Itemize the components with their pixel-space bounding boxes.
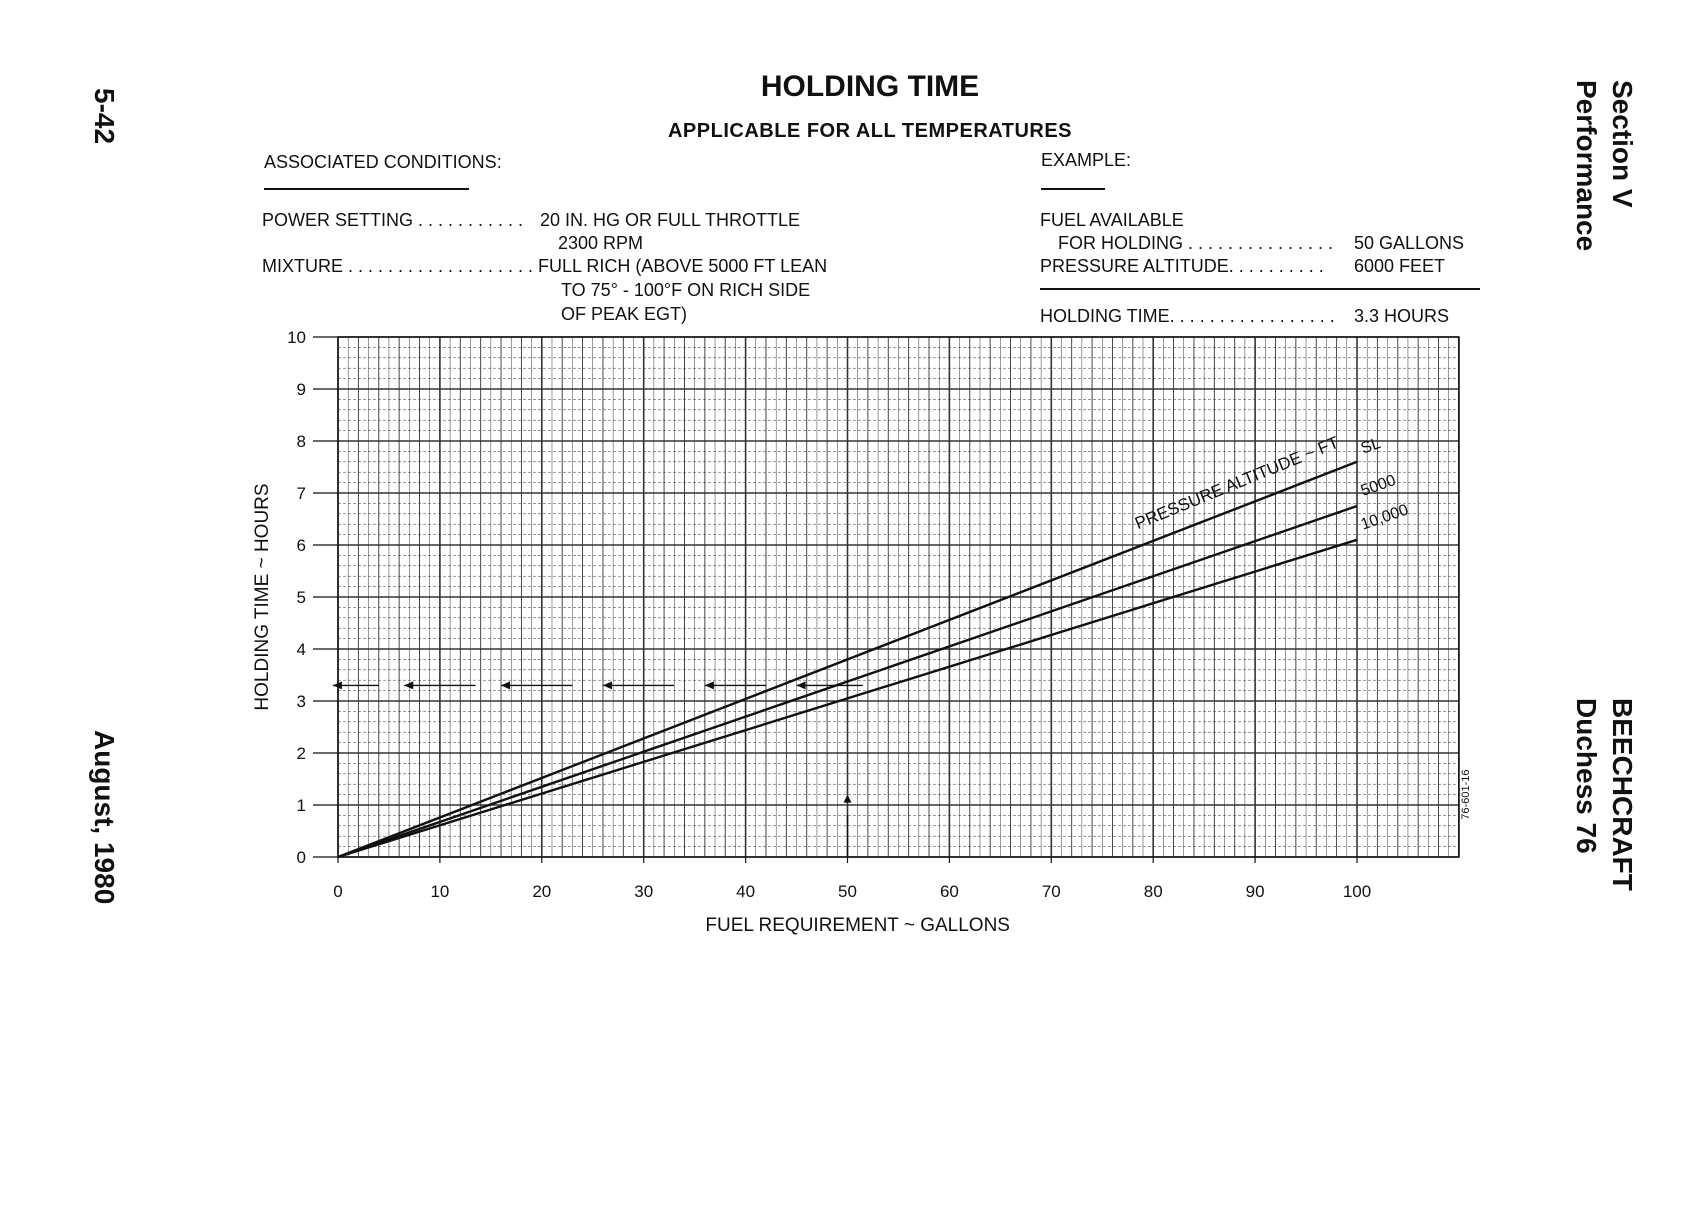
holding-time-value: 3.3 HOURS	[1354, 306, 1450, 326]
x-tick-label: 90	[1245, 882, 1265, 901]
y-tick-label: 4	[296, 640, 306, 659]
y-tick-label: 6	[296, 536, 306, 555]
series-label-3: 10,000	[1358, 501, 1411, 534]
y-tick-label: 8	[296, 432, 306, 451]
figure-id: 76-601-16	[1459, 769, 1472, 820]
example-vertical-arrowhead	[844, 795, 852, 803]
x-tick-label: 10	[430, 882, 450, 901]
example-horizontal-arrowhead	[603, 681, 612, 689]
series-label-2: 5000	[1358, 472, 1398, 500]
example-horizontal-arrowhead	[797, 681, 806, 689]
x-tick-label: 100	[1342, 882, 1372, 901]
x-axis-label: FUEL REQUIREMENT ~ GALLONS	[705, 915, 1010, 936]
y-tick-label: 2	[296, 744, 306, 763]
y-axis-label: HOLDING TIME ~ HOURS	[252, 483, 273, 711]
publication-date: August, 1980	[89, 730, 120, 905]
y-tick-label: 7	[296, 484, 306, 503]
power-setting-label: POWER SETTING . . . . . . . . . . .	[262, 210, 524, 230]
power-setting-rpm: 2300 RPM	[558, 233, 644, 253]
mixture-value-line3: OF PEAK EGT)	[561, 304, 688, 324]
pressure-altitude-label: PRESSURE ALTITUDE. . . . . . . . . .	[1040, 256, 1324, 276]
chart-title: HOLDING TIME	[760, 70, 980, 103]
x-tick-label: 50	[838, 882, 857, 901]
x-tick-label: 60	[939, 882, 959, 901]
x-tick-label: 20	[532, 882, 552, 901]
fuel-available-label: FUEL AVAILABLE	[1040, 210, 1184, 230]
chart-subtitle: APPLICABLE FOR ALL TEMPERATURES	[667, 120, 1073, 142]
x-axis	[333, 857, 1371, 901]
power-setting-value: 20 IN. HG OR FULL THROTTLE	[540, 210, 801, 230]
y-tick-label: 0	[296, 848, 306, 867]
aircraft-brand: BEECHCRAFT	[1607, 698, 1638, 891]
for-holding-label: FOR HOLDING . . . . . . . . . . . . . . .	[1058, 233, 1334, 253]
aircraft-model: Duchess 76	[1571, 698, 1602, 854]
example-horizontal-arrowhead	[705, 681, 714, 689]
page-number: 5-42	[89, 88, 120, 145]
section-title: Section V	[1607, 80, 1638, 208]
legend-title: PRESSURE ALTITUDE ~ FT	[1132, 432, 1342, 534]
section-subtitle: Performance	[1571, 80, 1602, 252]
y-tick-label: 10	[287, 328, 306, 347]
y-tick-label: 3	[296, 692, 306, 711]
example-heading: EXAMPLE:	[1041, 150, 1132, 170]
x-tick-label: 0	[333, 882, 343, 901]
series-labels	[1359, 435, 1411, 533]
x-tick-label: 80	[1143, 882, 1163, 901]
conditions-heading: ASSOCIATED CONDITIONS:	[264, 152, 502, 172]
y-tick-label: 1	[296, 796, 306, 815]
x-tick-label: 70	[1041, 882, 1061, 901]
for-holding-value: 50 GALLONS	[1354, 233, 1465, 253]
example-horizontal-arrowhead	[404, 681, 413, 689]
x-tick-label: 40	[736, 882, 756, 901]
x-tick-label: 30	[634, 882, 654, 901]
series-label-1: SL	[1358, 435, 1383, 458]
mixture-label: MIXTURE . . . . . . . . . . . . . . . . . . .	[262, 256, 534, 276]
y-tick-label: 5	[296, 588, 306, 607]
mixture-value-line2: TO 75° - 100°F ON RICH SIDE	[561, 280, 811, 300]
pressure-altitude-value: 6000 FEET	[1354, 256, 1446, 276]
example-horizontal-arrowhead	[501, 681, 510, 689]
holding-time-label: HOLDING TIME. . . . . . . . . . . . . . . . .	[1040, 306, 1335, 326]
y-tick-label: 9	[296, 380, 306, 399]
y-axis	[287, 328, 338, 867]
mixture-value: FULL RICH (ABOVE 5000 FT LEAN	[538, 256, 828, 276]
